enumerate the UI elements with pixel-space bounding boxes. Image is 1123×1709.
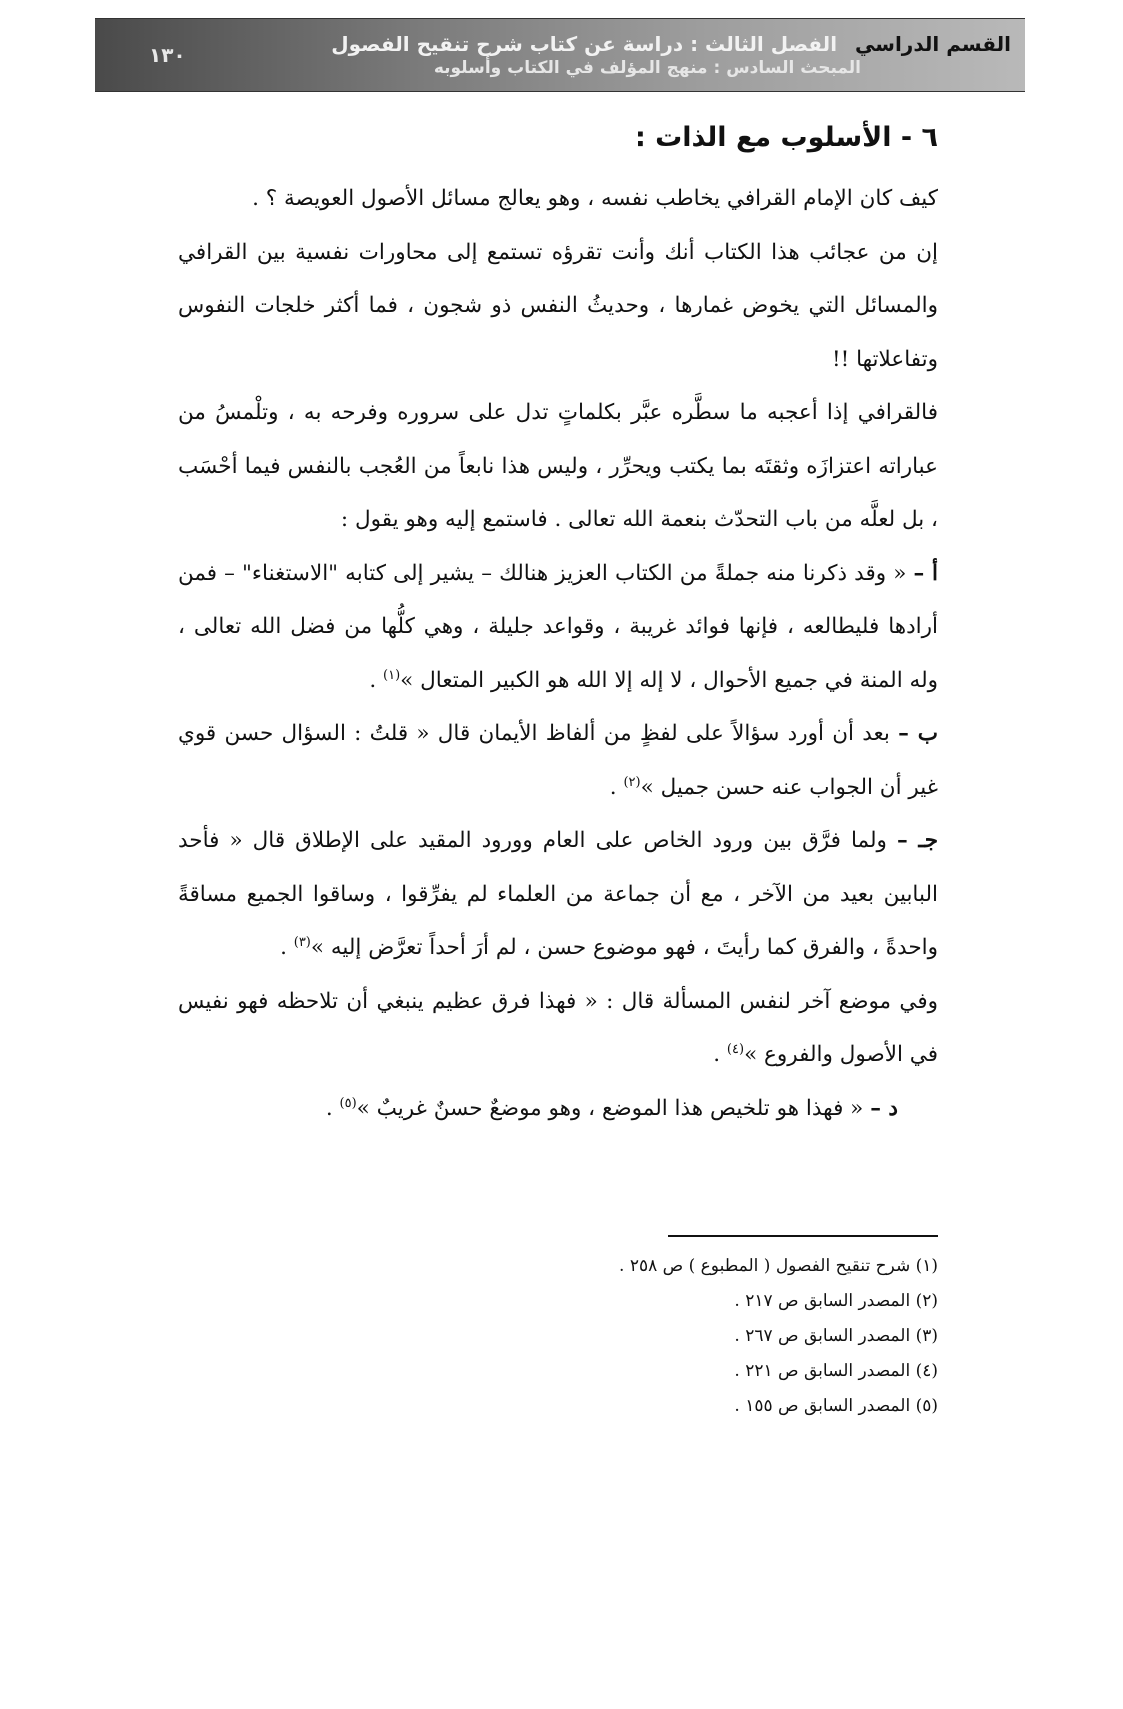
paragraph-wonders — [178, 226, 938, 387]
header-line-1 — [331, 32, 1011, 56]
footnote-ref-2[interactable]: (٢) — [623, 774, 641, 790]
quote-text-c: ولما فرَّق بين ورود الخاص على العام وورود المقيد على الإطلاق قال « فأحد البابين بعيد من الآخر ، مع أن جماعة من العلماء لم يفرِّقوا ، وساقوا الجميع مساقةً واحدةً ، والفرق كما رأيتَ ، فهو موضوع حسن ، لم أرَ أحداً تعرَّض إليه » — [178, 828, 938, 960]
footnote-ref-3[interactable]: (٣) — [293, 934, 311, 950]
item-label-b: ب – — [898, 721, 938, 746]
item-label-c: جـ – — [896, 828, 938, 853]
end-dot: . — [713, 1042, 727, 1067]
section-title: ٦ - الأسلوب مع الذات : — [634, 122, 938, 153]
header-chapter-title: الفصل الثالث : دراسة عن كتاب شرح تنقيح الفصول — [331, 32, 838, 56]
paragraph-text: فالقرافي إذا أعجبه ما سطَّره عبَّر بكلماتٍ تدل على سروره وفرحه به ، وتلْمسُ من عباراته اعتزازَه وثقتَه بما يكتب ويحرِّر ، وليس هذا نابعاً من العُجب بالنفس فيما أحْسَب ، بل لعلَّه من باب التحدّث بنعمة الله تعالى . فاستمع إليه وهو يقول : — [178, 400, 938, 532]
item-label-a: أ – — [913, 560, 938, 586]
paragraph-text: إن من عجائب هذا الكتاب أنك وأنت تقرؤه تستمع إلى محاورات نفسية بين القرافي والمسائل التي يخوض غمارها ، وحديثُ النفس ذو شجون ، فما أكثر خلجات النفوس وتفاعلاتها !! — [178, 239, 938, 372]
footnote-item: (١) شرح تنقيح الفصول ( المطبوع ) ص ٢٥٨ . — [619, 1256, 938, 1276]
footnote-item: (٥) المصدر السابق ص ١٥٥ . — [734, 1396, 938, 1416]
end-dot: . — [280, 935, 294, 960]
footnotes-section — [178, 1235, 938, 1424]
page-number: ١٣٠ — [149, 43, 186, 67]
footnote-item: (٢) المصدر السابق ص ٢١٧ . — [734, 1291, 938, 1311]
end-dot: . — [325, 1095, 340, 1121]
paragraph-qarafi-pride — [178, 386, 938, 547]
paragraph-text: كيف كان الإمام القرافي يخاطب نفسه ، وهو يعالج مسائل الأصول العويصة ؟ . — [252, 186, 938, 211]
quote-item-d — [178, 1082, 938, 1136]
header-subsection-title: المبحث السادس : منهج المؤلف في الكتاب وأسلوبه — [433, 58, 861, 78]
footnote-ref-4[interactable]: (٤) — [726, 1041, 745, 1057]
quote-item-c — [178, 814, 938, 975]
end-dot: . — [609, 774, 624, 800]
footnote-ref-1[interactable]: (١) — [383, 667, 401, 683]
paragraph-intro-question — [178, 172, 938, 226]
quote-item-a — [178, 547, 938, 708]
footnote-list — [178, 1249, 938, 1424]
quote-text-a: « وقد ذكرنا منه جملةً من الكتاب العزيز هنالك – يشير إلى كتابه "الاستغناء" – فمن أرادها فليطالعه ، فإنها فوائد غريبة ، وقواعد جليلة ، وهي كلُّها من فضل الله تعالى ، وله المنة في جميع الأحوال ، لا إله إلا الله هو الكبير المتعال » — [178, 560, 938, 693]
item-label-d: د – — [870, 1095, 898, 1121]
footnote-item: (٤) المصدر السابق ص ٢٢١ . — [734, 1361, 938, 1381]
quote-other-place — [178, 975, 938, 1082]
footnote-item: (٣) المصدر السابق ص ٢٦٧ . — [734, 1326, 938, 1346]
main-text — [178, 118, 938, 1135]
quote-text-d: « فهذا هو تلخيص هذا الموضع ، وهو موضعٌ حسنٌ غريبٌ » — [356, 1095, 864, 1121]
header-titles — [331, 32, 1011, 78]
quote-text-b: بعد أن أورد سؤالاً على لفظٍ من ألفاظ الأيمان قال « قلتُ : السؤال حسن قوي غير أن الجواب عنه حسن جميل » — [178, 721, 938, 800]
footnote-divider — [668, 1235, 938, 1237]
running-header — [95, 18, 1025, 92]
header-section-title: القسم الدراسي — [855, 32, 1011, 56]
end-dot: . — [369, 667, 384, 693]
quote-item-b — [178, 707, 938, 814]
quote-text-other: وفي موضع آخر لنفس المسألة قال : « فهذا فرق عظيم ينبغي أن تلاحظه فهو نفيس في الأصول والفروع » — [178, 988, 938, 1067]
footnote-ref-5[interactable]: (٥) — [339, 1095, 357, 1111]
